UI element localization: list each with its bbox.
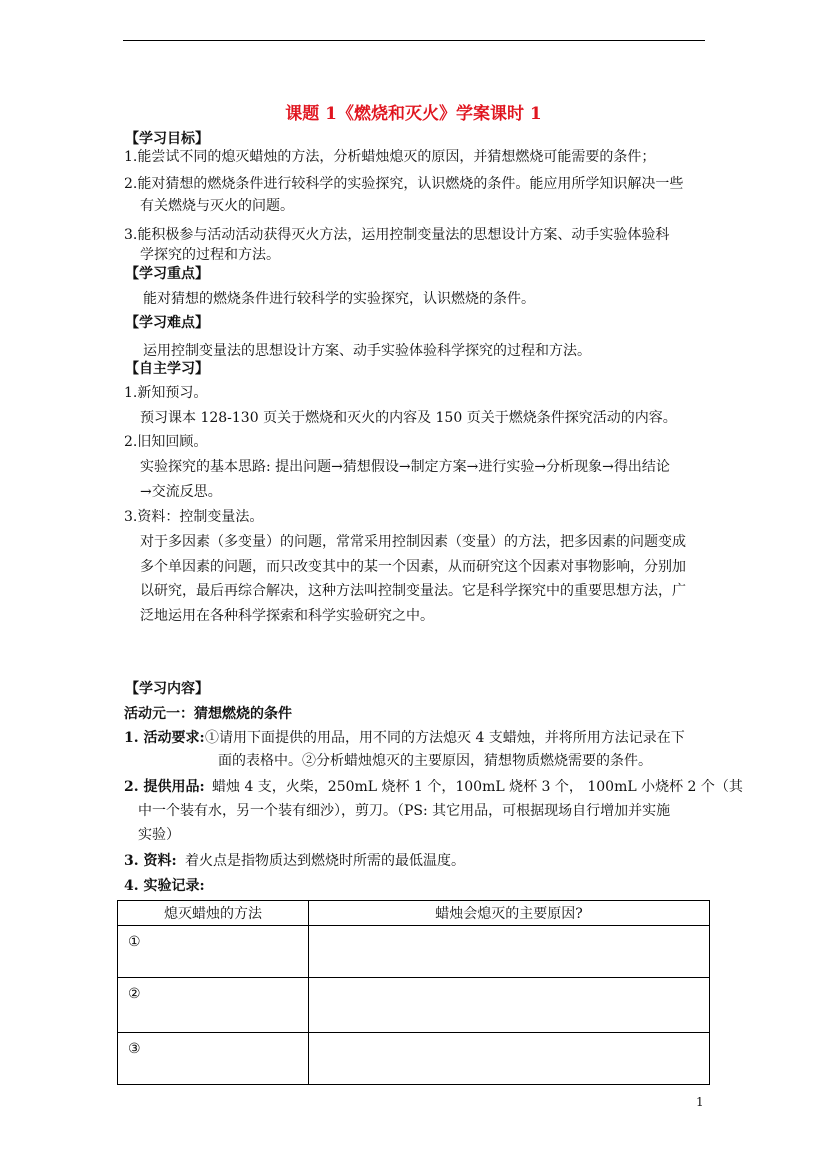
table-cell-method-2[interactable]: ② xyxy=(118,978,309,1033)
record-label: 4. 实验记录: xyxy=(124,878,205,894)
requirement-label: 1. 活动要求: xyxy=(124,730,205,746)
difficulties-heading: 【学习难点】 xyxy=(125,315,209,331)
table-row xyxy=(118,978,710,1033)
difficulties-text: 运用控制变量法的思想设计方案、动手实验体验科学探究的过程和方法。 xyxy=(143,343,591,359)
self-study-1-text: 预习课本 128-130 页关于燃烧和灭火的内容及 150 页关于燃烧条件探究活动的内容。 xyxy=(140,410,677,426)
key-points-text: 能对猜想的燃烧条件进行较科学的实验探究，认识燃烧的条件。 xyxy=(143,291,535,307)
table-header-row xyxy=(118,901,710,926)
self-study-1-title: 1.新知预习。 xyxy=(124,385,208,401)
table-cell-reason-2[interactable] xyxy=(309,978,710,1033)
experiment-record-table xyxy=(117,900,710,1085)
self-study-2-title: 2.旧知回顾。 xyxy=(124,434,208,450)
self-study-3-line-3: 以研究，最后再综合解决，这种方法叫控制变量法。它是科学探究中的重要思想方法，广 xyxy=(140,583,686,599)
self-study-3-line-2: 多个单因素的问题，而只改变其中的某一个因素，从而研究这个因素对事物影响，分别加 xyxy=(140,559,686,575)
table-header-method: 熄灭蜡烛的方法 xyxy=(118,901,309,926)
self-study-3-line-4: 泛地运用在各种科学探索和科学实验研究之中。 xyxy=(140,608,434,624)
self-study-3-line-1: 对于多因素（多变量）的问题，常常采用控制因素（变量）的方法，把多因素的问题变成 xyxy=(140,534,686,550)
goal-item-2-line-2: 有关燃烧与灭火的问题。 xyxy=(140,198,294,214)
self-study-2-text-line-2: →交流反思。 xyxy=(140,484,222,500)
goal-item-2-line-1: 2.能对猜想的燃烧条件进行较科学的实验探究，认识燃烧的条件。能应用所学知识解决一些 xyxy=(124,176,684,192)
self-study-2-text-line-1: 实验探究的基本思路: 提出问题→猜想假设→制定方案→进行实验→分析现象→得出结论 xyxy=(140,459,670,475)
goal-item-3-line-2: 学探究的过程和方法。 xyxy=(140,247,280,263)
table-row xyxy=(118,1033,710,1085)
table-cell-method-3[interactable]: ③ xyxy=(118,1033,309,1085)
self-study-heading: 【自主学习】 xyxy=(125,361,209,377)
requirement-line-2: 面的表格中。②分析蜡烛熄灭的主要原因，猜想物质燃烧需要的条件。 xyxy=(218,753,652,769)
info-text: 着火点是指物质达到燃烧时所需的最低温度。 xyxy=(185,853,465,869)
goal-item-3-line-1: 3.能积极参与活动活动获得灭火方法，运用控制变量法的思想设计方案、动手实验体验科 xyxy=(124,227,670,243)
requirement-line-1: ①请用下面提供的用品，用不同的方法熄灭 4 支蜡烛，并将所用方法记录在下 xyxy=(205,730,685,746)
activity-title: 活动元一：猜想燃烧的条件 xyxy=(124,706,292,722)
table-header-reason: 蜡烛会熄灭的主要原因? xyxy=(309,901,710,926)
table-cell-method-1[interactable]: ① xyxy=(118,926,309,978)
supplies-line-2: 中一个装有水，另一个装有细沙），剪刀。（PS: 其它用品，可根据现场自行增加并实施 xyxy=(138,803,671,819)
table-cell-reason-3[interactable] xyxy=(309,1033,710,1085)
supplies-line-3: 实验） xyxy=(138,827,180,843)
table-row xyxy=(118,926,710,978)
page-title: 课题 1《燃烧和灭火》学案课时 1 xyxy=(285,104,542,124)
table-cell-reason-1[interactable] xyxy=(309,926,710,978)
key-points-heading: 【学习重点】 xyxy=(125,266,209,282)
page-number: 1 xyxy=(696,1095,704,1109)
self-study-3-title: 3.资料：控制变量法。 xyxy=(124,509,264,525)
supplies-line-1: 蜡烛 4 支，火柴，250mL 烧杯 1 个，100mL 烧杯 3 个， 100mL 小烧杯 2 个（其 xyxy=(212,779,743,795)
content-heading: 【学习内容】 xyxy=(125,681,209,697)
supplies-label: 2. 提供用品: xyxy=(124,779,205,795)
header-rule xyxy=(123,40,705,41)
info-label: 3. 资料: xyxy=(124,853,177,869)
goal-item-1: 1.能尝试不同的熄灭蜡烛的方法，分析蜡烛熄灭的原因，并猜想燃烧可能需要的条件； xyxy=(124,149,656,165)
goals-heading: 【学习目标】 xyxy=(125,131,209,147)
